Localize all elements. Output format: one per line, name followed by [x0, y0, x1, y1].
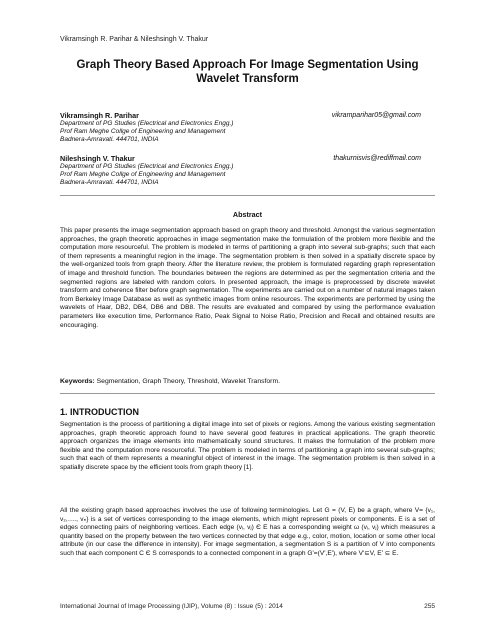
- intro-paragraph-2: All the existing graph based approaches involves the use of following terminologies. Let G = (V, E) be a graph, where V= {v₁, v₂,…., vₙ} is a set of vertices corresponding to the image elements, which might represent pixels or components. E is a set of edges connecting pairs of neighboring vertices. Each edge (vᵢ, vⱼ) Є E has a corresponding weight ω (vᵢ, vⱼ) which measures a quantity based on the property between the two vertices connected by that edge e.g., color, motion, location or some other local attribute (in our case the difference in intensity). For image segmentation, a segmentation S is a partition of V into components such that each component C Є S corresponds to a connected component in a graph G'=(V',E'), where V'⊆V, E' ⊆ E.: [60, 507, 435, 557]
- author-name: Nileshsingh V. Thakur: [60, 154, 135, 163]
- journal-citation: International Journal of Image Processing (IJIP), Volume (8) : Issue (5) : 2014: [60, 603, 283, 610]
- author-block-2: [60, 155, 435, 187]
- author-college: Prof Ram Meghe Collge of Engineering and Management: [60, 171, 226, 178]
- abstract-heading: Abstract: [232, 210, 263, 219]
- title-line-1: Graph Theory Based Approach For Image Segmentation Using: [76, 59, 419, 71]
- keywords-line: [60, 378, 435, 385]
- author-name: Vikramsingh R. Parihar: [60, 111, 139, 120]
- section-heading-introduction: 1. INTRODUCTION: [60, 407, 140, 417]
- author-email: thakurnisvis@rediffmail.com: [333, 155, 421, 162]
- divider: [60, 195, 435, 196]
- paper-title: [60, 58, 435, 86]
- author-department: Department of PG Studies (Electrical and Electronics Engg.): [60, 163, 234, 170]
- author-college: Prof Ram Meghe Collge of Engineering and Management: [60, 128, 226, 135]
- divider: [60, 393, 435, 394]
- author-department: Department of PG Studies (Electrical and Electronics Engg.): [60, 120, 234, 127]
- abstract-text: This paper presents the image segmentation approach based on graph theory and threshold. Amongst the various segmentation approaches, the graph theoretic approaches in image segmentation make the formulation of the problem more flexible and the computation more resourceful. The problem is modeled in terms of partitioning a graph into several sub-graphs; such that each of them represents a meaningful region in the image. The segmentation problem is then solved in a spatially discrete space by the well-organized tools from graph theory. After the literature review, the problem is formulated regarding graph representation of image and threshold function. The boundaries between the regions are determined as per the segmentation criteria and the segmented regions are labeled with random colors. In presented approach, the image is preprocessed by discrete wavelet transform and coherence filter before graph segmentation. The experiments are carried out on a number of natural images taken from Berkeley Image Database as well as synthetic images from online resources. The experiments are performed by using the wavelets of Haar, DB2, DB4, DB6 and DB8. The results are evaluated and compared by using the performance evaluation parameters like execution time, Performance Ratio, Peak Signal to Noise Ratio, Precision and Recall and obtained results are encouraging.: [60, 227, 435, 329]
- page-number: 255: [424, 603, 435, 610]
- running-header: Vikramsingh R. Parihar & Nileshsingh V. Thakur: [60, 36, 209, 43]
- author-email: vikramparihar05@gmail.com: [331, 112, 421, 119]
- author-block-1: [60, 112, 435, 144]
- author-city: Badnera-Amravati. 444701, INDIA: [60, 179, 159, 186]
- keywords-text: Segmentation, Graph Theory, Threshold, Wavelet Transform.: [96, 378, 280, 385]
- page-footer: [60, 603, 435, 610]
- intro-paragraph-1: Segmentation is the process of partitioning a digital image into set of pixels or regions. Among the various existing segmentation approaches, graph theoretic approach found to have several good features in practical applications. The graph theoretic approach organizes the image elements into mathematically sound structures. It makes the formulation of the problem more flexible and the computation more resourceful. The problem is modeled in terms of partitioning a graph into several sub-graphs; such that each of them represents a meaningful object of interest in the image. The segmentation problem is then solved in a spatially discrete space by the efficient tools from graph theory [1].: [60, 421, 435, 471]
- title-line-2: Wavelet Transform: [196, 73, 299, 85]
- keywords-label: Keywords:: [60, 378, 95, 385]
- author-city: Badnera-Amravati. 444701, INDIA: [60, 136, 159, 143]
